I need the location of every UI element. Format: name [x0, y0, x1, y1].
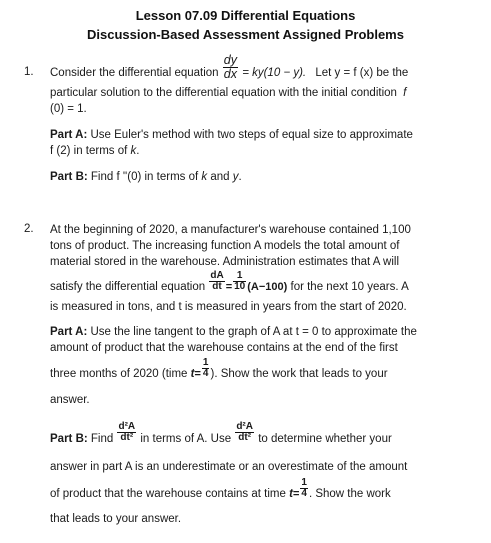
one-tenth-numerator: 1: [233, 271, 246, 282]
q1-part-a-line-2: [50, 144, 139, 158]
q2-part-b-line-2: answer in part A is an underestimate or an overestimate of the amount: [50, 461, 408, 473]
quarter-numerator: 1: [202, 357, 209, 369]
q1-k-symbol: k: [130, 145, 137, 157]
second-derivative-numerator: d²A: [118, 421, 136, 433]
q1-part-b-label: Part B:: [50, 171, 88, 183]
q2-part-a-show-work: ). Show the work that leads to your: [210, 368, 388, 380]
question-1-line-2: [50, 86, 406, 100]
quarter-numerator-2: 1: [301, 477, 307, 489]
q1-part-b-line: [50, 170, 242, 184]
q2-part-b-line-3: [50, 477, 391, 501]
second-derivative-denominator: dt²: [120, 432, 134, 444]
da-dt-numerator: dA: [210, 270, 224, 282]
q2-part-a-label: Part A:: [50, 326, 88, 338]
q2-line-3: material stored in the warehouse. Administration estimates that A will: [50, 256, 400, 268]
q1-part-a-text-2: f (2) in terms of: [50, 145, 128, 157]
q1-f-symbol: f: [403, 87, 407, 99]
da-dt-fraction: [209, 271, 224, 292]
q1-part-b-period: .: [238, 171, 242, 183]
q2-de-equals: =: [225, 281, 233, 293]
question-1-number: 1.: [24, 66, 34, 78]
q2-part-a-line-3: [50, 357, 388, 381]
dy-dx-denominator: dx: [223, 66, 237, 81]
q2-de-intro: satisfy the differential equation: [50, 281, 206, 293]
q2-part-a-text-1: Use the line tangent to the graph of A at t = 0 to approximate the: [90, 326, 417, 338]
q2-part-b-find: Find: [90, 433, 114, 445]
q2-part-b-post: to determine whether your: [258, 433, 392, 445]
q2-part-a-line-2: amount of product that the warehouse contains at the end of the first: [50, 342, 398, 354]
q2-part-b-show-work: . Show the work: [308, 488, 391, 500]
q1-let-text: Let y = f (x) be the: [315, 67, 409, 80]
q2-part-b-line-4: that leads to your answer.: [50, 513, 182, 525]
second-derivative-numerator-2: d²A: [236, 421, 253, 433]
q1-part-a-line-1: [50, 128, 413, 142]
q1-condition-text: particular solution to the differential equation with the initial condition: [50, 87, 397, 99]
q2-line-2: tons of product. The increasing function A models the total amount of: [50, 240, 400, 252]
assessment-subtitle: Discussion-Based Assessment Assigned Problems: [87, 27, 404, 42]
q2-part-a-line-1: [50, 325, 417, 339]
q2-t-symbol: t: [190, 368, 195, 380]
q1-part-a-label: Part A:: [50, 129, 88, 141]
second-derivative-denominator-2: dt²: [238, 432, 252, 444]
dy-dx-numerator: dy: [223, 53, 237, 67]
dy-dx-fraction: [223, 54, 238, 80]
q1-part-b-k: k: [201, 171, 208, 183]
quarter-denominator: 4: [202, 368, 209, 380]
quarter-fraction: [202, 358, 210, 379]
question-2-number: 2.: [24, 223, 34, 235]
q2-line-4: [50, 270, 409, 294]
q2-part-a-line-4: answer.: [50, 394, 90, 406]
q1-initial-value: (0) = 1.: [50, 103, 87, 115]
q2-line-5: is measured in tons, and t is measured in years from the start of 2020.: [50, 301, 407, 313]
q1-part-b-and: and: [210, 171, 230, 183]
question-1-line-1: [50, 53, 409, 81]
lesson-title: Lesson 07.09 Differential Equations: [135, 8, 356, 23]
q2-part-b-line-1: [50, 421, 392, 446]
q1-part-b-y: y: [232, 171, 239, 183]
q2-part-b-label: Part B:: [50, 433, 88, 445]
q2-part-b-mid: in terms of A. Use: [140, 433, 232, 445]
q1-part-a-text: Use Euler's method with two steps of equal size to approximate: [90, 129, 413, 141]
q2-part-b-t-symbol: t: [289, 488, 293, 500]
q2-line-1: At the beginning of 2020, a manufacturer's warehouse contained 1,100: [50, 224, 411, 236]
q2-t-equals: =: [194, 368, 201, 380]
second-derivative-fraction-2: [235, 422, 254, 443]
q1-equation: = ky(10 − y).: [242, 67, 307, 80]
q2-part-b-t-equals: =: [292, 488, 300, 500]
q2-part-b-time-text: of product that the warehouse contains at time: [50, 488, 286, 500]
da-dt-denominator: dt: [212, 281, 222, 293]
one-tenth-denominator: 10: [234, 281, 246, 293]
q2-part-a-time-text: three months of 2020 (time: [50, 368, 188, 380]
q2-de-rest: (A−100): [247, 281, 288, 293]
q1-intro-text: Consider the differential equation: [50, 67, 219, 80]
quarter-denominator-2: 4: [301, 488, 307, 500]
second-derivative-fraction: [117, 422, 136, 443]
q2-de-duration: for the next 10 years. A: [290, 281, 409, 293]
q1-part-b-text: Find f ''(0) in terms of: [90, 171, 199, 183]
q1-part-a-period: .: [136, 145, 140, 157]
quarter-fraction-2: [300, 478, 308, 499]
one-tenth-fraction: [233, 271, 246, 292]
